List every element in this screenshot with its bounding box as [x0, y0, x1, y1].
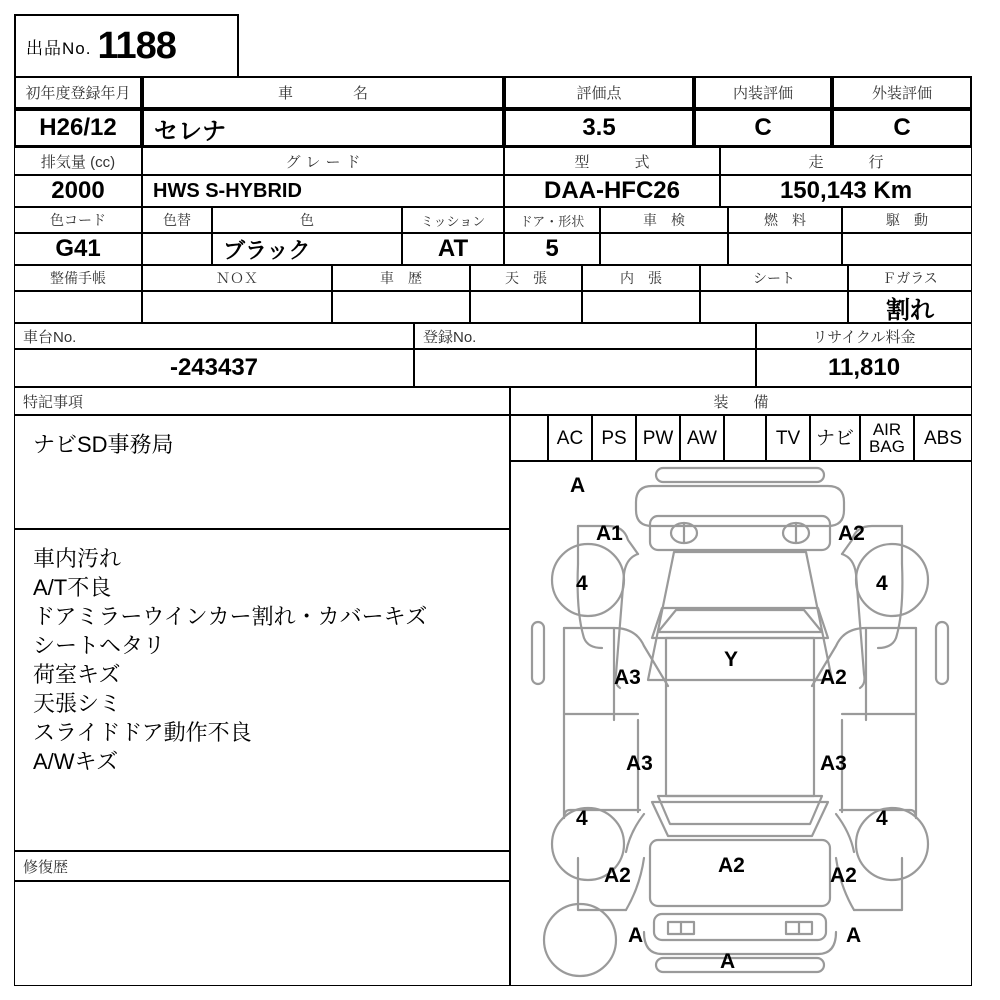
interior-score-label: 内装評価 — [694, 76, 832, 109]
color-change-value — [142, 233, 212, 265]
shaken-value — [600, 233, 728, 265]
front-glass-value: 割れ — [848, 291, 972, 323]
damage-code-marker: A3 — [614, 666, 641, 689]
maintenance-book-value — [14, 291, 142, 323]
equipment-cell-abs[interactable]: ABS — [914, 415, 972, 461]
front-glass-label: Ｆガラス — [848, 265, 972, 291]
damage-note-line: シートヘタリ — [33, 633, 166, 659]
damage-code-marker: Y — [724, 648, 739, 671]
score-value: 3.5 — [504, 109, 694, 147]
airbag-line-2: BAG — [869, 437, 905, 456]
repair-history-box — [14, 881, 510, 986]
damage-code-marker: 4 — [576, 572, 588, 595]
damage-code-marker: A — [570, 474, 586, 497]
damage-note-line: ドアミラーウインカー割れ・カバーキズ — [33, 604, 428, 630]
repair-history-value — [15, 882, 509, 896]
special-notes-value: ナビSD事務局 — [33, 432, 174, 457]
damage-code-marker: 4 — [876, 572, 888, 595]
interior-trim-label: 内 張 — [582, 265, 700, 291]
damage-code-marker: A2 — [830, 864, 857, 887]
damage-code-marker: A2 — [820, 666, 847, 689]
damage-code-marker: A2 — [718, 854, 745, 877]
damage-note-line: A/Wキズ — [33, 749, 119, 775]
model-value: DAA-HFC26 — [504, 175, 720, 207]
car-history-label: 車 歴 — [332, 265, 470, 291]
shaken-label: 車 検 — [600, 207, 728, 233]
nox-label: ＮＯＸ — [142, 265, 332, 291]
damage-code-marker: A1 — [596, 522, 623, 545]
equipment-cell-aw[interactable]: AW — [680, 415, 724, 461]
car-diagram — [508, 462, 972, 986]
headlining-label: 天 張 — [470, 265, 582, 291]
damage-code-marker: 4 — [876, 807, 888, 830]
displacement-label: 排気量 (cc) — [14, 147, 142, 175]
damage-note-line: A/T不良 — [33, 575, 112, 601]
interior-trim-value — [582, 291, 700, 323]
chassis-number-value: -243437 — [14, 349, 414, 387]
equipment-cell-blank-1[interactable] — [510, 415, 548, 461]
damage-notes-list — [15, 530, 509, 776]
recycle-fee-label: リサイクル料金 — [756, 323, 972, 349]
equipment-cell-tv[interactable]: TV — [766, 415, 810, 461]
color-change-label: 色替 — [142, 207, 212, 233]
damage-code-marker: A — [720, 950, 736, 973]
recycle-fee-value: 11,810 — [756, 349, 972, 387]
grade-value: HWS S-HYBRID — [142, 175, 504, 207]
grade-label: グレード — [142, 147, 504, 175]
equipment-cell-navi[interactable]: ナビ — [810, 415, 860, 461]
model-label: 型 式 — [504, 147, 720, 175]
damage-code-marker: A3 — [626, 752, 653, 775]
seat-label: シート — [700, 265, 848, 291]
mission-label: ミッション — [402, 207, 504, 233]
color-code-label: 色コード — [14, 207, 142, 233]
chassis-number-label: 車台No. — [14, 323, 414, 349]
damage-note-line: 荷室キズ — [33, 662, 121, 688]
damage-notes-box — [14, 529, 510, 851]
drive-value — [842, 233, 972, 265]
exhibit-number-box — [14, 14, 239, 76]
exhibit-number-label: 出品No. — [26, 38, 92, 58]
damage-note-line: 天張シミ — [33, 691, 122, 717]
registration-number-value — [414, 349, 756, 387]
airbag-line-1: AIR — [872, 420, 902, 439]
damage-code-marker: A2 — [604, 864, 631, 887]
maintenance-book-label: 整備手帳 — [14, 265, 142, 291]
color-label: 色 — [212, 207, 402, 233]
interior-score-value: C — [694, 109, 832, 147]
exterior-score-value: C — [832, 109, 972, 147]
damage-code-marker: A — [628, 924, 644, 947]
exterior-score-label: 外装評価 — [832, 76, 972, 109]
drive-label: 駆 動 — [842, 207, 972, 233]
damage-note-line: 車内汚れ — [33, 546, 122, 571]
special-notes-label: 特記事項 — [14, 387, 510, 415]
equipment-cell-blank-2[interactable] — [724, 415, 766, 461]
damage-code-marker: A — [846, 924, 862, 947]
first-registration-label: 初年度登録年月 — [14, 76, 142, 109]
displacement-value: 2000 — [14, 175, 142, 207]
score-label: 評価点 — [504, 76, 694, 109]
mission-value: AT — [402, 233, 504, 265]
first-registration-value: H26/12 — [14, 109, 142, 147]
car-name-label: 車 名 — [142, 76, 504, 109]
color-value: ブラック — [212, 233, 402, 265]
damage-code-marker: A2 — [838, 522, 865, 545]
car-name-value: セレナ — [142, 109, 504, 147]
registration-number-label: 登録No. — [414, 323, 756, 349]
car-history-value — [332, 291, 470, 323]
fuel-label: 燃 料 — [728, 207, 842, 233]
equipment-cell-ps[interactable]: PS — [592, 415, 636, 461]
equipment-cell-airbag[interactable] — [860, 415, 914, 461]
equipment-cell-pw[interactable]: PW — [636, 415, 680, 461]
damage-code-marker: A3 — [820, 752, 847, 775]
damage-code-marker: 4 — [576, 807, 588, 830]
equipment-title: 装 備 — [510, 387, 972, 415]
nox-value — [142, 291, 332, 323]
fuel-value — [728, 233, 842, 265]
equipment-cell-ac[interactable]: AC — [548, 415, 592, 461]
color-code-value: G41 — [14, 233, 142, 265]
repair-history-label: 修復歴 — [14, 851, 510, 881]
damage-note-line: スライドドア動作不良 — [33, 720, 252, 746]
doors-label: ドア・形状 — [504, 207, 600, 233]
mileage-label: 走 行 — [720, 147, 972, 175]
exhibit-number-value: 1188 — [97, 24, 176, 67]
doors-value: 5 — [504, 233, 600, 265]
headlining-value — [470, 291, 582, 323]
special-notes-box — [14, 415, 510, 529]
mileage-value: 150,143 Km — [720, 175, 972, 207]
seat-value — [700, 291, 848, 323]
